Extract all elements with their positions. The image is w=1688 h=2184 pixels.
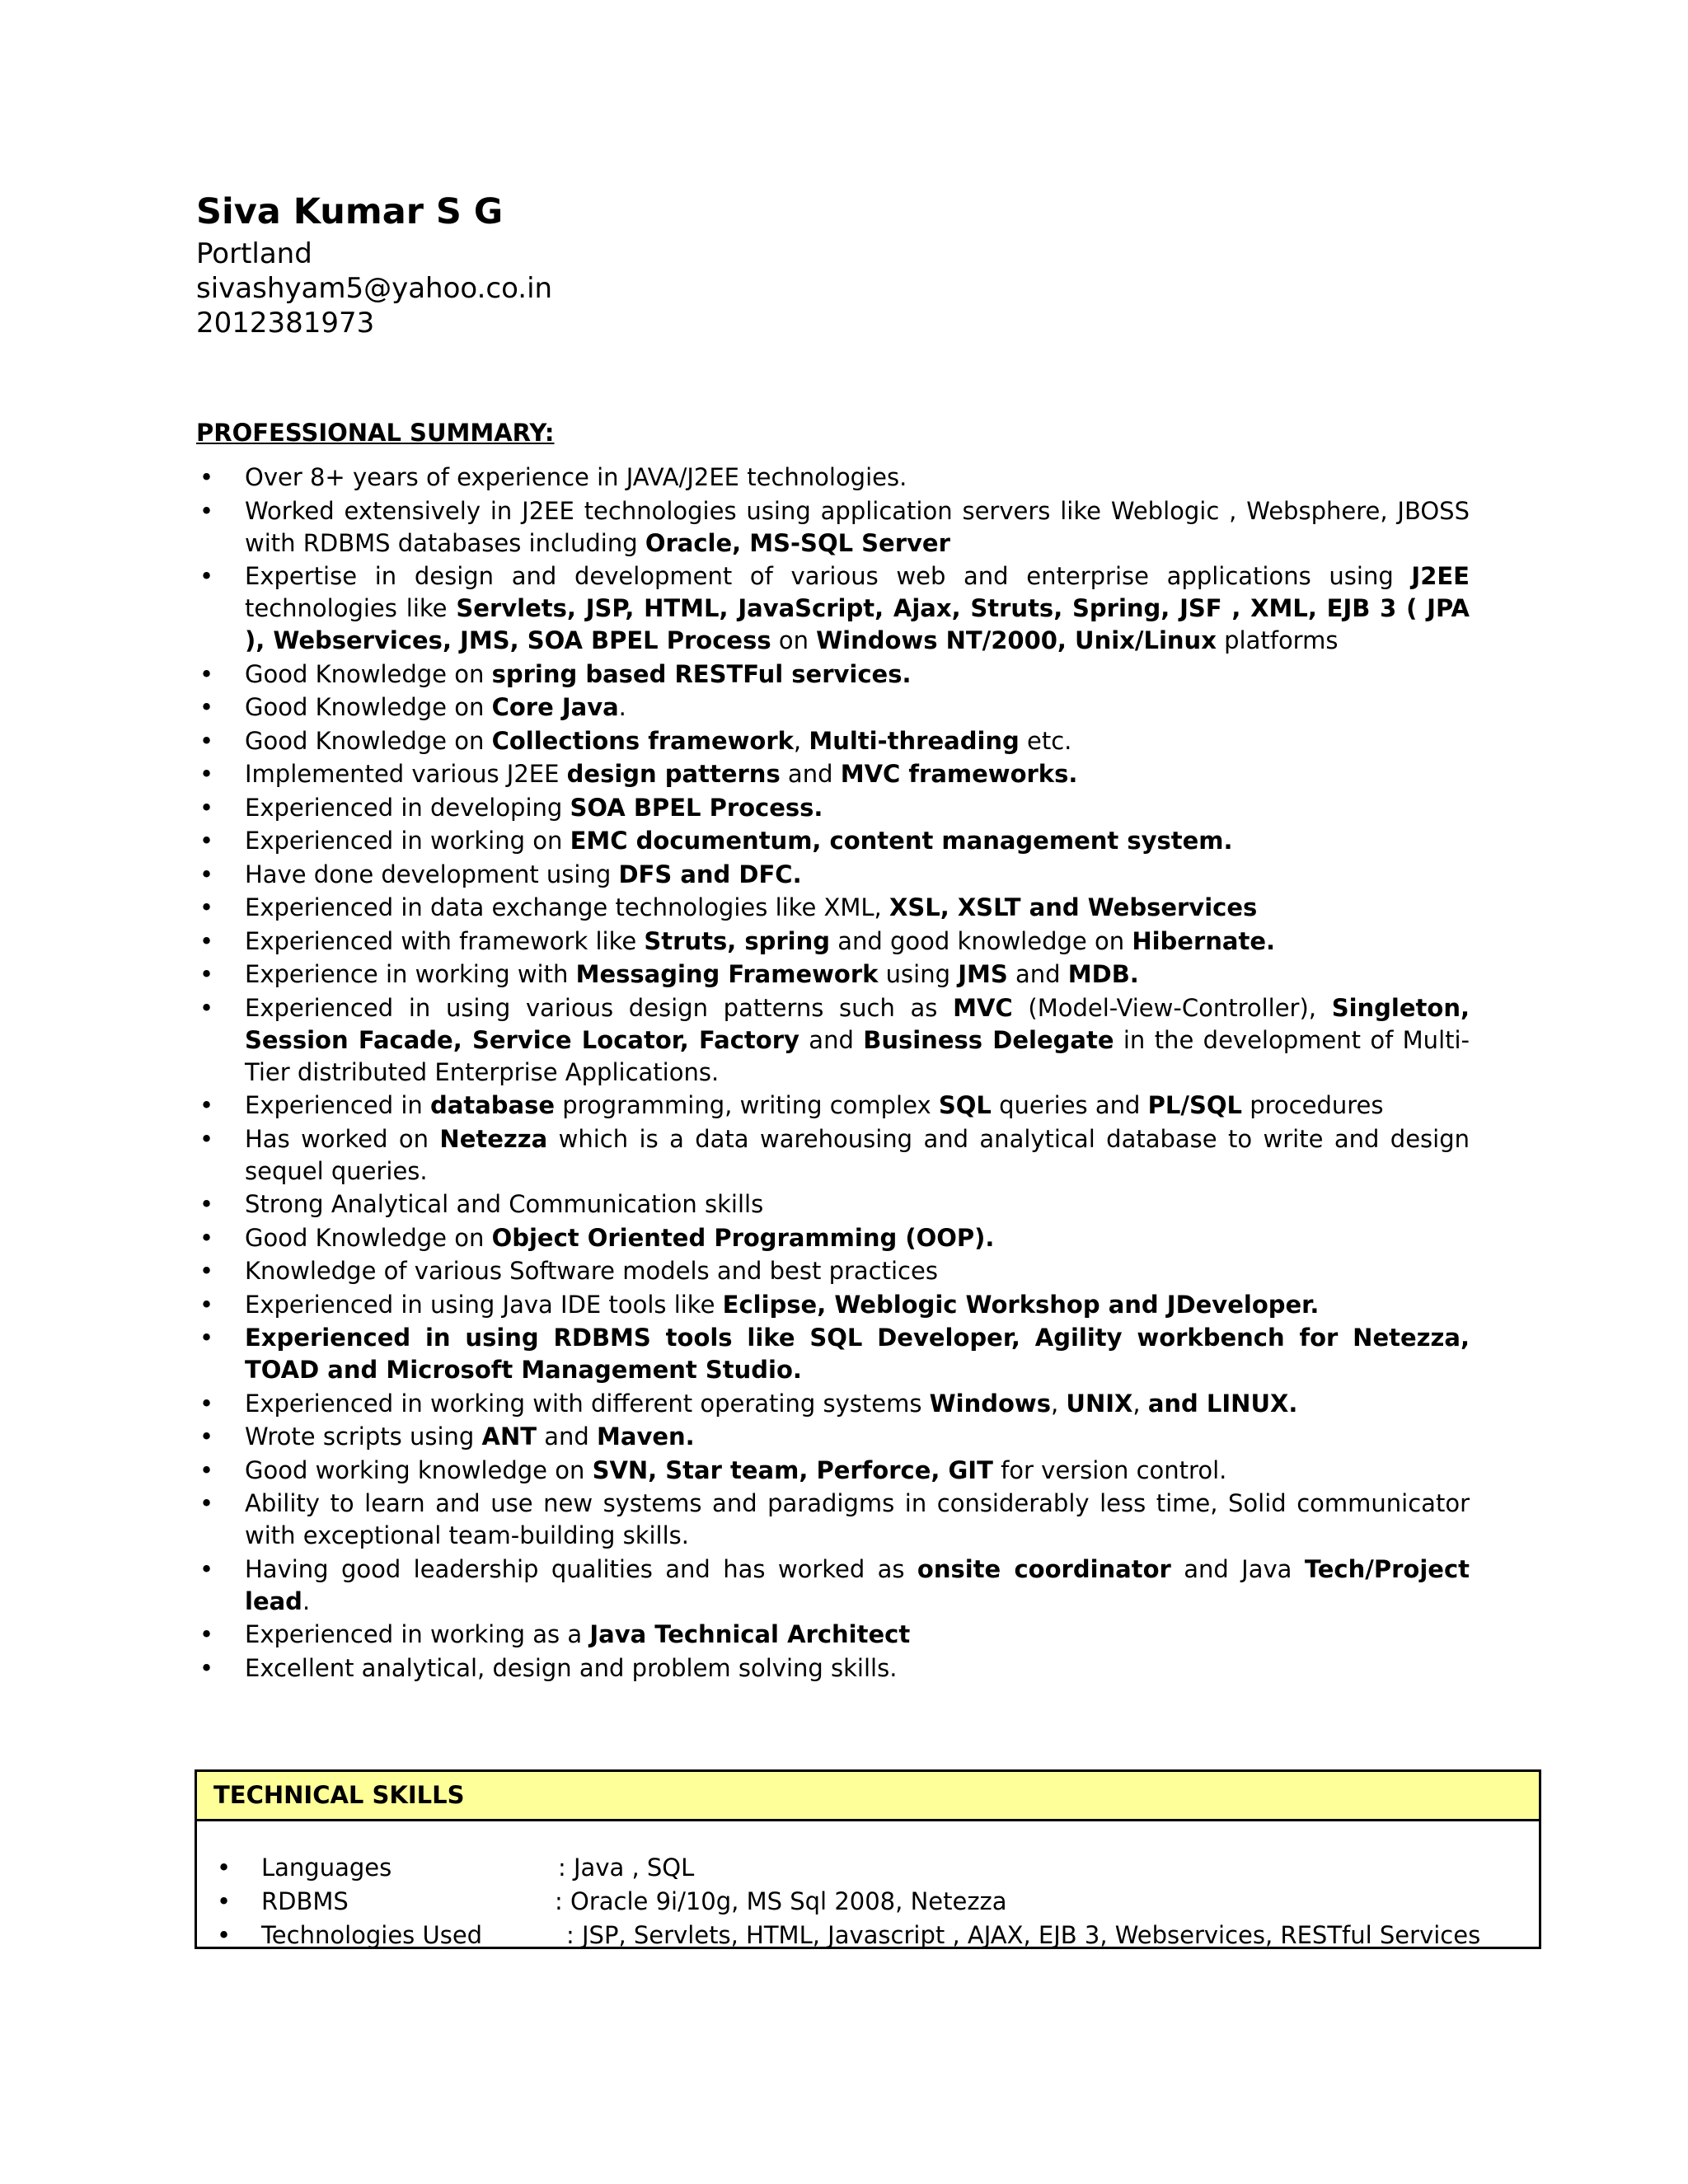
summary-item bbox=[196, 495, 1470, 560]
summary-item-text: etc. bbox=[1019, 726, 1072, 755]
summary-item-text: Good Knowledge on bbox=[245, 726, 492, 755]
summary-item-bold-text: Core Java bbox=[491, 693, 619, 721]
summary-item-text: Good Knowledge on bbox=[245, 659, 492, 688]
summary-item bbox=[196, 1554, 1470, 1618]
summary-item-text: Experienced in using various design patterns such as bbox=[245, 993, 954, 1022]
summary-item-text: Experienced in using Java IDE tools like bbox=[245, 1290, 723, 1319]
summary-item bbox=[196, 1222, 1470, 1254]
summary-item bbox=[196, 658, 1470, 691]
summary-item-bold-text: Business Delegate bbox=[863, 1025, 1114, 1054]
summary-item bbox=[196, 926, 1470, 958]
summary-item-bold-text: database bbox=[430, 1091, 556, 1119]
summary-item-bold-text: Hibernate. bbox=[1132, 926, 1276, 955]
summary-item-text: Experience in working with bbox=[245, 960, 576, 988]
summary-item-bold-text: Eclipse, Weblogic Workshop and JDeveloper. bbox=[722, 1290, 1320, 1319]
skill-value: : Oracle 9i/10g, MS Sql 2008, Netezza bbox=[555, 1887, 1007, 1915]
skills-list bbox=[197, 1851, 1539, 1952]
summary-item bbox=[196, 691, 1470, 724]
summary-item-text: Over 8+ years of experience in JAVA/J2EE technologies. bbox=[245, 463, 907, 491]
summary-item-text: . bbox=[302, 1586, 311, 1615]
summary-item-text: , bbox=[1050, 1389, 1067, 1418]
summary-item-text: Have done development using bbox=[245, 860, 619, 888]
summary-item-bold-text: onsite coordinator bbox=[917, 1554, 1171, 1583]
summary-item bbox=[196, 958, 1470, 991]
summary-item-bold-text: UNIX bbox=[1066, 1389, 1133, 1418]
phone: 2012381973 bbox=[196, 307, 375, 340]
summary-item bbox=[196, 1421, 1470, 1453]
summary-item-text: Experienced in working on bbox=[245, 827, 570, 855]
summary-item-bold-text: JMS bbox=[958, 960, 1008, 988]
summary-item-bold-text: DFS and DFC. bbox=[618, 860, 802, 888]
skill-value: : JSP, Servlets, HTML, Javascript , AJAX, EJB 3, Webservices, RESTful Services bbox=[566, 1921, 1481, 1949]
summary-item-text: Having good leadership qualities and has worked as bbox=[245, 1554, 917, 1583]
summary-item-bold-text: ANT bbox=[481, 1422, 537, 1451]
summary-item bbox=[196, 1488, 1470, 1552]
summary-item-text: Implemented various J2EE bbox=[245, 760, 567, 788]
summary-item-bold-text: SVN, Star team, Perforce, GIT bbox=[592, 1455, 993, 1484]
summary-item-text: Experienced in working with different operating systems bbox=[245, 1389, 930, 1418]
location: Portland bbox=[196, 237, 312, 270]
summary-item-bold-text: Messaging Framework bbox=[575, 960, 879, 988]
skill-row bbox=[197, 1885, 1539, 1919]
summary-item-bold-text: Windows bbox=[929, 1389, 1051, 1418]
summary-item-text: which is a data warehousing and analytical database to write and design sequel queries. bbox=[245, 1124, 1470, 1185]
summary-item-text: , bbox=[1132, 1389, 1148, 1418]
professional-summary-heading: PROFESSIONAL SUMMARY: bbox=[196, 419, 555, 447]
summary-item-bold-text: Netezza bbox=[439, 1124, 548, 1153]
skill-value: : Java , SQL bbox=[558, 1854, 695, 1882]
summary-item bbox=[196, 1123, 1470, 1188]
summary-item bbox=[196, 1619, 1470, 1651]
summary-item-bold-text: Maven. bbox=[597, 1422, 695, 1451]
summary-item-text: and Java bbox=[1170, 1554, 1305, 1583]
summary-item-text: Strong Analytical and Communication skills bbox=[245, 1190, 764, 1218]
summary-item bbox=[196, 1455, 1470, 1487]
summary-item-bold-text: spring based RESTFul services. bbox=[491, 659, 912, 688]
summary-item-bold-text: Oracle, MS-SQL Server bbox=[645, 528, 950, 557]
summary-item bbox=[196, 462, 1470, 494]
summary-item-text: queries and bbox=[991, 1091, 1148, 1119]
summary-item bbox=[196, 1388, 1470, 1420]
summary-item bbox=[196, 1322, 1470, 1386]
summary-item-bold-text: Object Oriented Programming (OOP). bbox=[491, 1223, 995, 1252]
skill-row bbox=[197, 1851, 1539, 1885]
summary-item-text: programming, writing complex bbox=[555, 1091, 939, 1119]
summary-item-text: platforms bbox=[1216, 626, 1339, 654]
summary-item-bold-text: Collections framework bbox=[491, 726, 794, 755]
summary-item-bold-text: Struts, spring bbox=[644, 926, 831, 955]
summary-item bbox=[196, 992, 1470, 1089]
summary-item-text: Experienced in data exchange technologies like XML, bbox=[245, 893, 889, 921]
skill-label: • Technologies Used bbox=[261, 1921, 483, 1949]
summary-item-bold-text: PL/SQL bbox=[1147, 1091, 1242, 1119]
summary-item bbox=[196, 758, 1470, 790]
summary-item-text: and bbox=[1007, 960, 1068, 988]
summary-item bbox=[196, 1652, 1470, 1685]
skill-label: • Languages bbox=[261, 1854, 392, 1882]
summary-item-text: Good Knowledge on bbox=[245, 1223, 492, 1252]
summary-item-bold-text: J2EE bbox=[1411, 562, 1470, 590]
summary-item-text: Experienced in bbox=[245, 1091, 431, 1119]
candidate-name: Siva Kumar S G bbox=[196, 191, 504, 232]
technical-skills-heading: TECHNICAL SKILLS bbox=[197, 1772, 1539, 1821]
summary-item bbox=[196, 1255, 1470, 1287]
summary-item-bold-text: EMC documentum, content management system. bbox=[570, 827, 1233, 855]
summary-item-text: Good working knowledge on bbox=[245, 1455, 593, 1484]
summary-item-bold-text: design patterns bbox=[566, 760, 781, 788]
summary-item-text: Ability to learn and use new systems and paradigms in considerably less time, Solid communicator with exceptional team-building skills. bbox=[245, 1489, 1470, 1549]
summary-item-text: procedures bbox=[1242, 1091, 1384, 1119]
summary-item-text: Wrote scripts using bbox=[245, 1422, 482, 1451]
summary-item bbox=[196, 825, 1470, 857]
summary-item-bold-text: SQL bbox=[938, 1091, 992, 1119]
summary-item-text: , bbox=[793, 726, 809, 755]
summary-item-text: Expertise in design and development of various web and enterprise applications using bbox=[245, 562, 1412, 590]
summary-item-text: Excellent analytical, design and problem solving skills. bbox=[245, 1653, 898, 1682]
summary-item bbox=[196, 1188, 1470, 1221]
summary-item bbox=[196, 560, 1470, 657]
summary-item-bold-text: MVC frameworks. bbox=[840, 760, 1078, 788]
summary-item-text: technologies like bbox=[245, 594, 457, 622]
summary-item-text: and bbox=[780, 760, 841, 788]
summary-item bbox=[196, 1090, 1470, 1122]
summary-item-bold-text: and LINUX. bbox=[1147, 1389, 1298, 1418]
summary-item bbox=[196, 1289, 1470, 1321]
summary-item-text: Experienced in working as a bbox=[245, 1620, 590, 1648]
technical-skills-box bbox=[195, 1769, 1541, 1949]
summary-item-text: Good Knowledge on bbox=[245, 693, 492, 721]
summary-item-bold-text: Servlets, JSP, HTML, JavaScript, Ajax, Struts, Spring, JSF , XML, EJB 3 ( JPA ), Webservices, JMS, SOA BPEL Process bbox=[245, 594, 1470, 654]
summary-item-text: Experienced in developing bbox=[245, 793, 570, 822]
summary-item-text: . bbox=[618, 693, 626, 721]
summary-item-text: Knowledge of various Software models and best practices bbox=[245, 1257, 938, 1285]
summary-item-text: on bbox=[771, 626, 817, 654]
summary-item-text: and bbox=[799, 1025, 864, 1054]
skill-label: • RDBMS bbox=[261, 1887, 349, 1915]
summary-item-bold-text: Experienced in using RDBMS tools like SQL Developer, Agility workbench for Netezza, TOAD and Microsoft Management Studio. bbox=[245, 1324, 1470, 1384]
summary-item-text: for version control. bbox=[992, 1455, 1227, 1484]
summary-item bbox=[196, 859, 1470, 891]
summary-item bbox=[196, 725, 1470, 757]
summary-item-bold-text: Multi-threading bbox=[809, 726, 1020, 755]
summary-item-bold-text: SOA BPEL Process. bbox=[570, 793, 823, 822]
summary-list bbox=[196, 462, 1470, 1685]
summary-item-text: and bbox=[537, 1422, 598, 1451]
summary-item-text: Worked extensively in J2EE technologies using application servers like Weblogic , Websphere, JBOSS with RDBMS databases including bbox=[245, 496, 1470, 557]
summary-item-bold-text: Windows NT/2000, Unix/Linux bbox=[816, 626, 1217, 654]
summary-item bbox=[196, 792, 1470, 824]
summary-item-bold-text: Singleton, Session Facade, Service Locator, Factory bbox=[245, 993, 1470, 1054]
skill-row bbox=[197, 1919, 1539, 1952]
summary-item-text: Experienced with framework like bbox=[245, 926, 645, 955]
summary-item-bold-text: Tech/Project lead bbox=[245, 1554, 1470, 1615]
email: sivashyam5@yahoo.co.in bbox=[196, 272, 553, 305]
summary-item bbox=[196, 892, 1470, 924]
summary-item-bold-text: XSL, XSLT and Webservices bbox=[889, 893, 1258, 921]
summary-item-text: Has worked on bbox=[245, 1124, 440, 1153]
summary-item-bold-text: MDB. bbox=[1067, 960, 1139, 988]
summary-item-text: using bbox=[878, 960, 959, 988]
summary-item-bold-text: MVC bbox=[953, 993, 1013, 1022]
summary-item-text: (Model-View-Controller), bbox=[1012, 993, 1332, 1022]
summary-item-text: in the development of Multi-Tier distributed Enterprise Applications. bbox=[245, 1025, 1470, 1086]
summary-item-bold-text: Java Technical Architect bbox=[589, 1620, 911, 1648]
summary-item-text: and good knowledge on bbox=[830, 926, 1132, 955]
